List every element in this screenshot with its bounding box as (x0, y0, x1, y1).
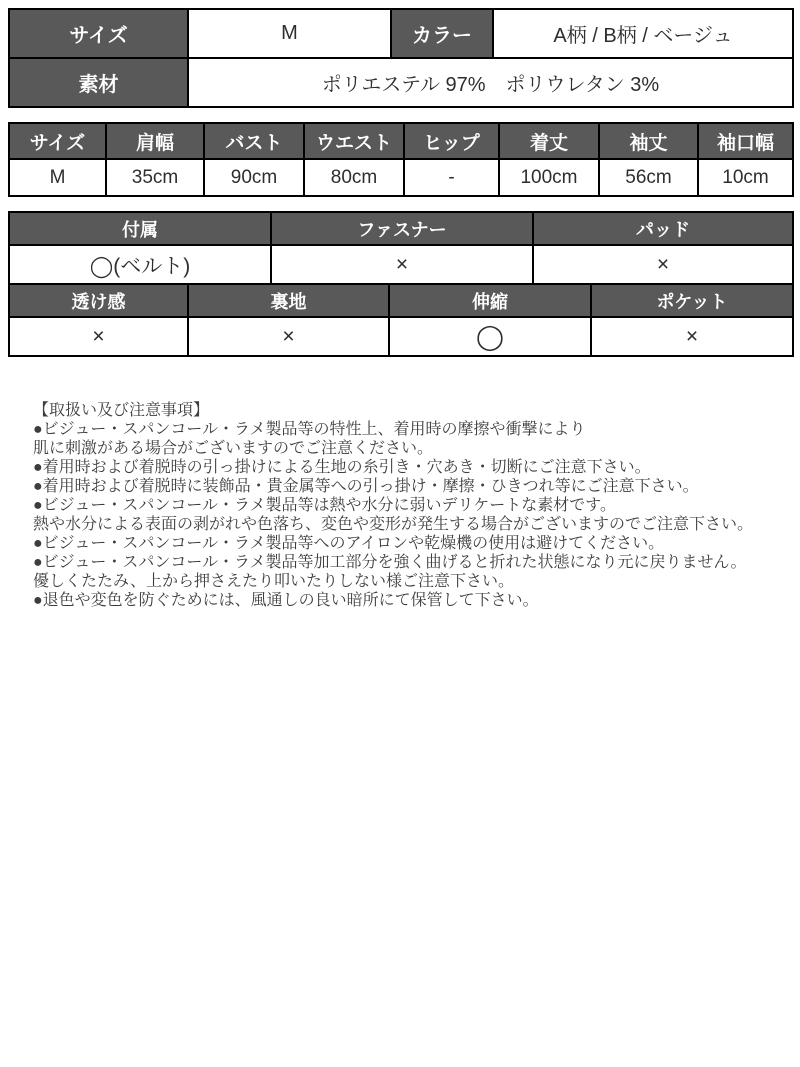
col-fastener: ファスナー (271, 212, 533, 245)
care-note-line: ●着用時および着脱時に装飾品・貴金属等への引っ掛け・摩擦・ひきつれ等にご注意下さい。 (33, 478, 699, 495)
care-notes-title: 【取扱い及び注意事項】 (33, 402, 210, 419)
size-value: M (188, 9, 391, 58)
features-b-value-row (9, 317, 793, 356)
features-a-header-row (9, 212, 793, 245)
measurements-table (8, 122, 794, 197)
waist-value: 80cm (304, 159, 404, 196)
sleeve-length-value: 56cm (599, 159, 698, 196)
care-note-line: ●着用時および着脱時の引っ掛けによる生地の糸引き・穴あき・切断にご注意下さい。 (33, 459, 651, 476)
pad-value: × (533, 245, 793, 284)
col-waist: ウエスト (304, 123, 404, 159)
care-notes (33, 401, 780, 610)
size-color-row (9, 9, 793, 58)
col-bust: バスト (204, 123, 304, 159)
shoulder-width-value: 35cm (106, 159, 204, 196)
cuff-width-value: 10cm (698, 159, 793, 196)
col-pocket: ポケット (591, 284, 793, 317)
size-color-material-table (8, 8, 794, 108)
sheerness-value: × (9, 317, 188, 356)
measurements-header-row (9, 123, 793, 159)
hip-value: - (404, 159, 499, 196)
col-shoulder-width: 肩幅 (106, 123, 204, 159)
material-value: ポリエステル 97% ポリウレタン 3% (188, 58, 793, 107)
features-b-header-row (9, 284, 793, 317)
features-table-a (8, 211, 794, 285)
features-a-value-row (9, 245, 793, 284)
col-hip: ヒップ (404, 123, 499, 159)
col-sleeve-length: 袖丈 (599, 123, 698, 159)
measurements-value-row (9, 159, 793, 196)
care-note-line: ●ビジュー・スパンコール・ラメ製品等加工部分を強く曲げると折れた状態になり元に戻りません。 (33, 554, 747, 571)
care-note-line: ●退色や変色を防ぐためには、風通しの良い暗所にて保管して下さい。 (33, 592, 539, 609)
color-label: カラー (391, 9, 493, 58)
care-note-line: ●ビジュー・スパンコール・ラメ製品等の特性上、着用時の摩擦や衝撃により (33, 421, 586, 438)
accessory-value: ◯(ベルト) (9, 245, 271, 284)
lining-value: × (188, 317, 389, 356)
col-sheerness: 透け感 (9, 284, 188, 317)
pocket-value: × (591, 317, 793, 356)
length-value: 100cm (499, 159, 599, 196)
features-table-b (8, 283, 794, 357)
col-stretch: 伸縮 (389, 284, 591, 317)
col-pad: パッド (533, 212, 793, 245)
material-label: 素材 (9, 58, 188, 107)
care-note-line: 肌に刺激がある場合がございますのでご注意ください。 (33, 440, 434, 457)
color-value: A柄 / B柄 / ベージュ (493, 9, 793, 58)
col-lining: 裏地 (188, 284, 389, 317)
col-cuff-width: 袖口幅 (698, 123, 793, 159)
fastener-value: × (271, 245, 533, 284)
col-size: サイズ (9, 123, 106, 159)
material-row (9, 58, 793, 107)
col-length: 着丈 (499, 123, 599, 159)
care-note-line: 優しくたたみ、上から押さえたり叩いたりしない様ご注意下さい。 (33, 573, 514, 590)
size-label: サイズ (9, 9, 188, 58)
care-note-line: ●ビジュー・スパンコール・ラメ製品等は熱や水分に弱いデリケートな素材です。 (33, 497, 616, 514)
col-accessory: 付属 (9, 212, 271, 245)
size-m: M (9, 159, 106, 196)
bust-value: 90cm (204, 159, 304, 196)
care-note-line: ●ビジュー・スパンコール・ラメ製品等へのアイロンや乾燥機の使用は避けてください。 (33, 535, 665, 552)
care-note-line: 熱や水分による表面の剥がれや色落ち、変色や変形が発生する場合がございますのでご注意下さい。 (33, 516, 754, 533)
stretch-value: ◯ (389, 317, 591, 356)
